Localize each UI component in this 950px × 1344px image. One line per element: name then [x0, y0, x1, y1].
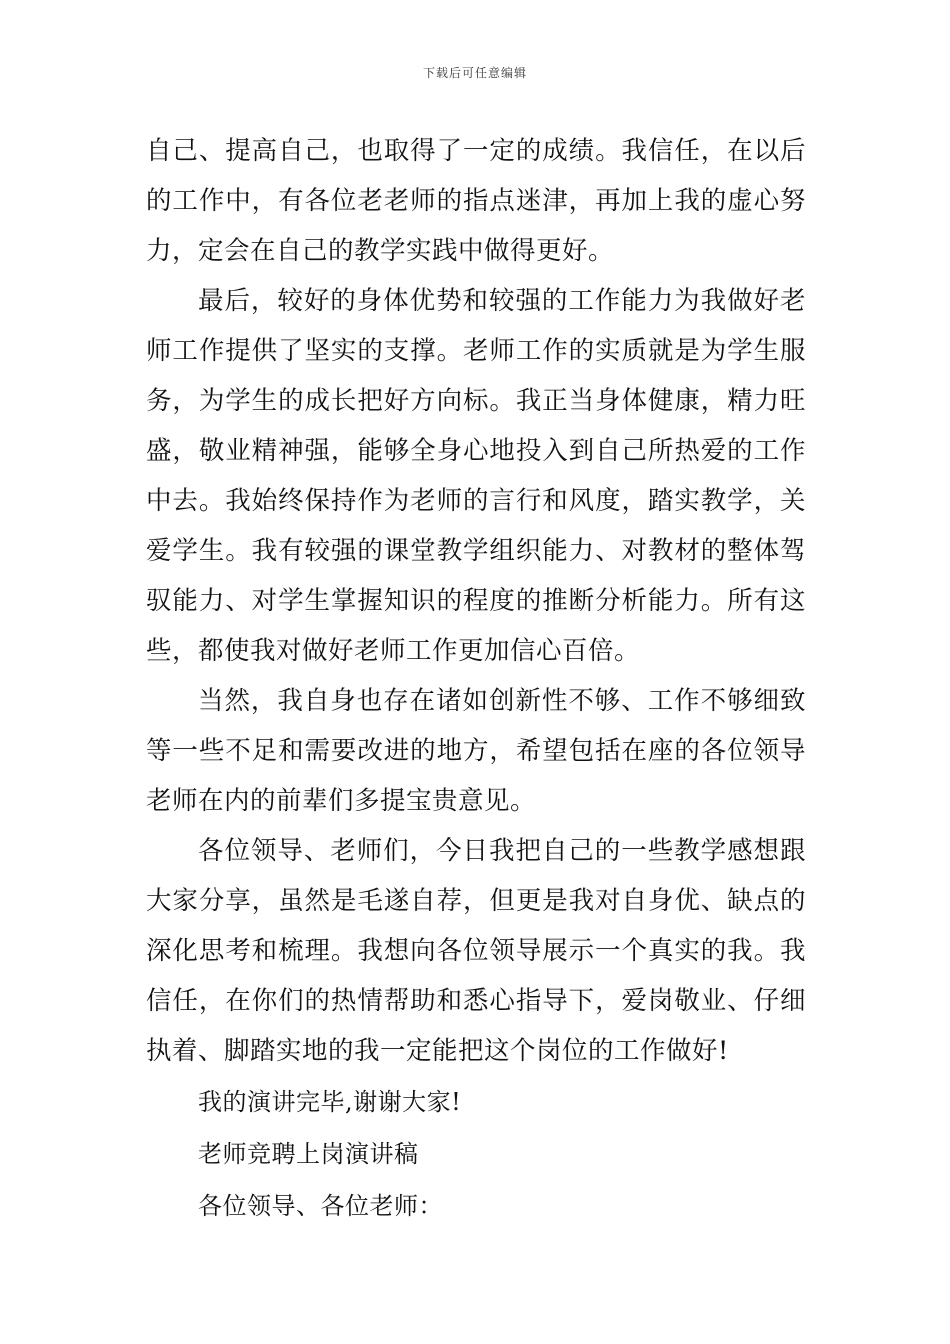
speech-ending-line: 我的演讲完毕,谢谢大家! — [198, 1088, 462, 1116]
next-speech-title: 老师竞聘上岗演讲稿 — [198, 1140, 419, 1168]
paragraph-weaknesses: 当然，我自身也存在诸如创新性不够、工作不够细致等一些不足和需要改进的地方，希望包括在座的各位领导老师在内的前辈们多提宝贵意见。 — [146, 686, 806, 816]
paragraph-closing: 各位领导、老师们，今日我把自己的一些教学感想跟大家分享，虽然是毛遂自荐，但更是我对自身优、缺点的深化思考和梳理。我想向各位领导展示一个真实的我。我信任，在你们的热情帮助和悉心指导下，爱岗敬业、仔细执着、脚踏实地的我一定能把这个岗位的工作做好! — [146, 836, 806, 1066]
page-header: 下载后可任意编辑 — [422, 66, 527, 80]
document-body — [146, 126, 806, 1232]
paragraph-continuation: 自己、提高自己，也取得了一定的成绩。我信任，在以后的工作中，有各位老老师的指点迷津，再加上我的虚心努力，定会在自己的教学实践中做得更好。 — [146, 136, 806, 266]
salutation-line: 各位领导、各位老师： — [198, 1192, 443, 1220]
paragraph-strengths: 最后，较好的身体优势和较强的工作能力为我做好老师工作提供了坚实的支撑。老师工作的实质就是为学生服务，为学生的成长把好方向标。我正当身体健康，精力旺盛，敬业精神强，能够全身心地投入到自己所热爱的工作中去。我始终保持作为老师的言行和风度，踏实教学，关爱学生。我有较强的课堂教学组织能力、对教材的整体驾驭能力、对学生掌握知识的程度的推断分析能力。所有这些，都使我对做好老师工作更加信心百倍。 — [146, 286, 806, 666]
